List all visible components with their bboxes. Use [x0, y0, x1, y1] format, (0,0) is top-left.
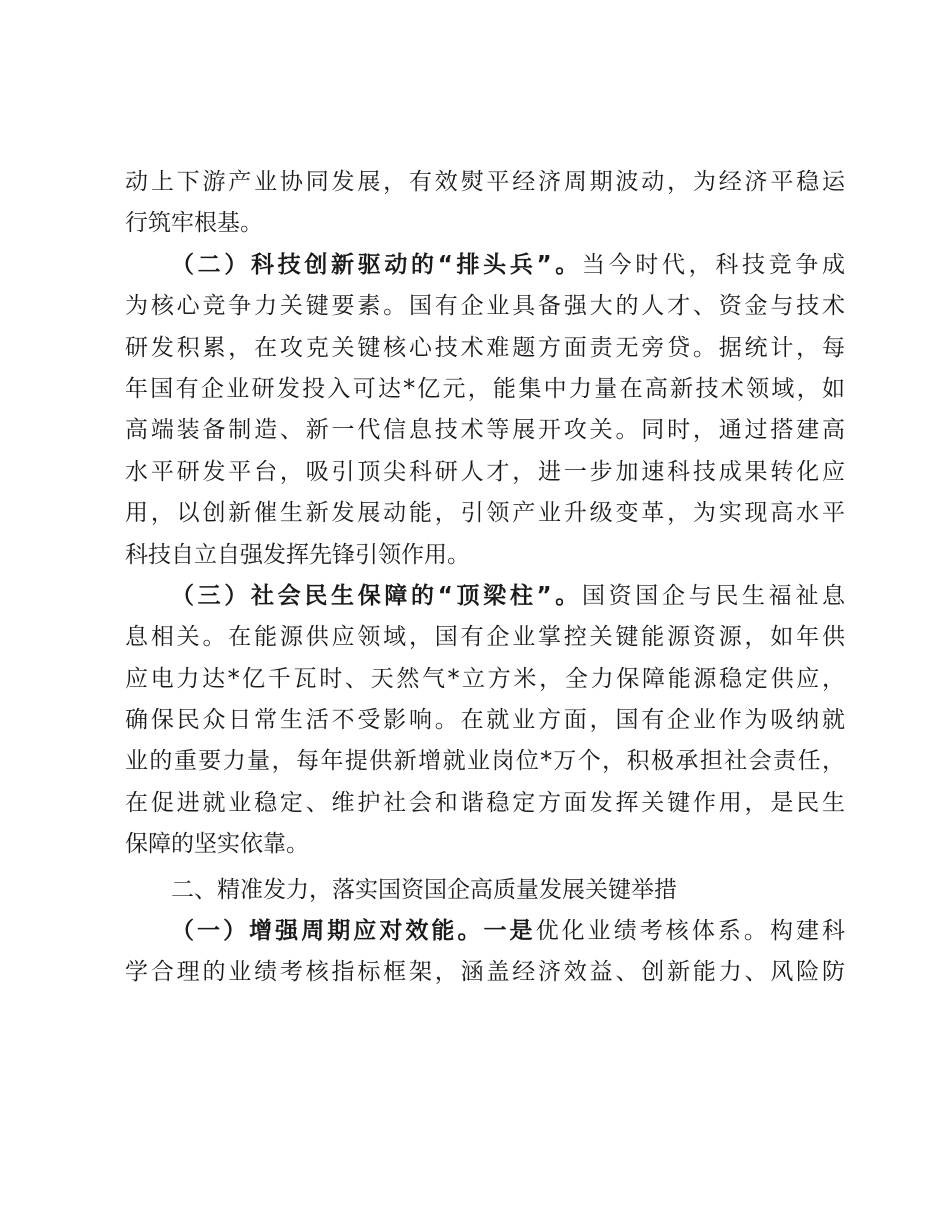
- paragraph-2-line-6: 水平研发平台，吸引顶尖科研人才，进一步加速科技成果转化应: [125, 458, 845, 485]
- paragraph-4-line-1: [125, 911, 845, 952]
- paragraph-3-line-1-text: 国资国企与民生福祉息: [581, 582, 845, 609]
- paragraph-2-line-8: 科技自立自强发挥先锋引领作用。: [125, 541, 470, 568]
- paragraph-2-line-1: [125, 245, 845, 286]
- paragraph-3-line-2: 息相关。在能源供应领域，国有企业掌控关键能源资源，如年供: [125, 624, 845, 651]
- paragraph-2-line-2: 为核心竞争力关键要素。国有企业具备强大的人才、资金与技术: [125, 293, 845, 320]
- paragraph-1-line-2: 行筑牢根基。: [125, 210, 263, 237]
- paragraph-3-line-1: [125, 576, 845, 617]
- paragraph-2-line-7: 用，以创新催生新发展动能，引领产业升级变革，为实现高水平: [125, 500, 845, 527]
- document-body: [125, 162, 845, 994]
- section-2-heading: 二、精准发力，落实国资国企高质量发展关键举措: [171, 876, 677, 903]
- lead-first: 一是: [483, 918, 536, 945]
- paragraph-2-line-5: 高端装备制造、新一代信息技术等展开攻关。同时，通过搭建高: [125, 417, 845, 444]
- paragraph-3-line-3: 应电力达*亿千瓦时、天然气*立方米，全力保障能源稳定供应，: [125, 665, 845, 692]
- subheading-cycle-response: （一）增强周期应对效能。: [171, 918, 484, 945]
- paragraph-4-line-2: 学合理的业绩考核指标框架，涵盖经济效益、创新能力、风险防: [125, 959, 845, 986]
- paragraph-3-line-5: 业的重要力量，每年提供新增就业岗位*万个，积极承担社会责任，: [125, 748, 845, 775]
- paragraph-2-line-1-text: 当今时代，科技竞争成: [581, 251, 845, 278]
- subheading-livelihood: （三）社会民生保障的“顶梁柱”。: [171, 582, 582, 609]
- paragraph-3-line-4: 确保民众日常生活不受影响。在就业方面，国有企业作为吸纳就: [125, 707, 845, 734]
- subheading-tech-innovation: （二）科技创新驱动的“排头兵”。: [171, 251, 582, 278]
- paragraph-3-line-7: 保障的坚实依靠。: [125, 831, 309, 858]
- paragraph-4-line-1-text: 优化业绩考核体系。构建科: [535, 918, 845, 945]
- paragraph-1-line-1: 动上下游产业协同发展，有效熨平经济周期波动，为经济平稳运: [125, 169, 845, 195]
- paragraph-3-line-6: 在促进就业稳定、维护社会和谐稳定方面发挥关键作用，是民生: [125, 789, 845, 816]
- paragraph-2-line-3: 研发积累，在攻克关键核心技术难题方面责无旁贷。据统计，每: [125, 334, 845, 361]
- paragraph-2-line-4: 年国有企业研发投入可达*亿元，能集中力量在高新技术领域，如: [125, 375, 845, 402]
